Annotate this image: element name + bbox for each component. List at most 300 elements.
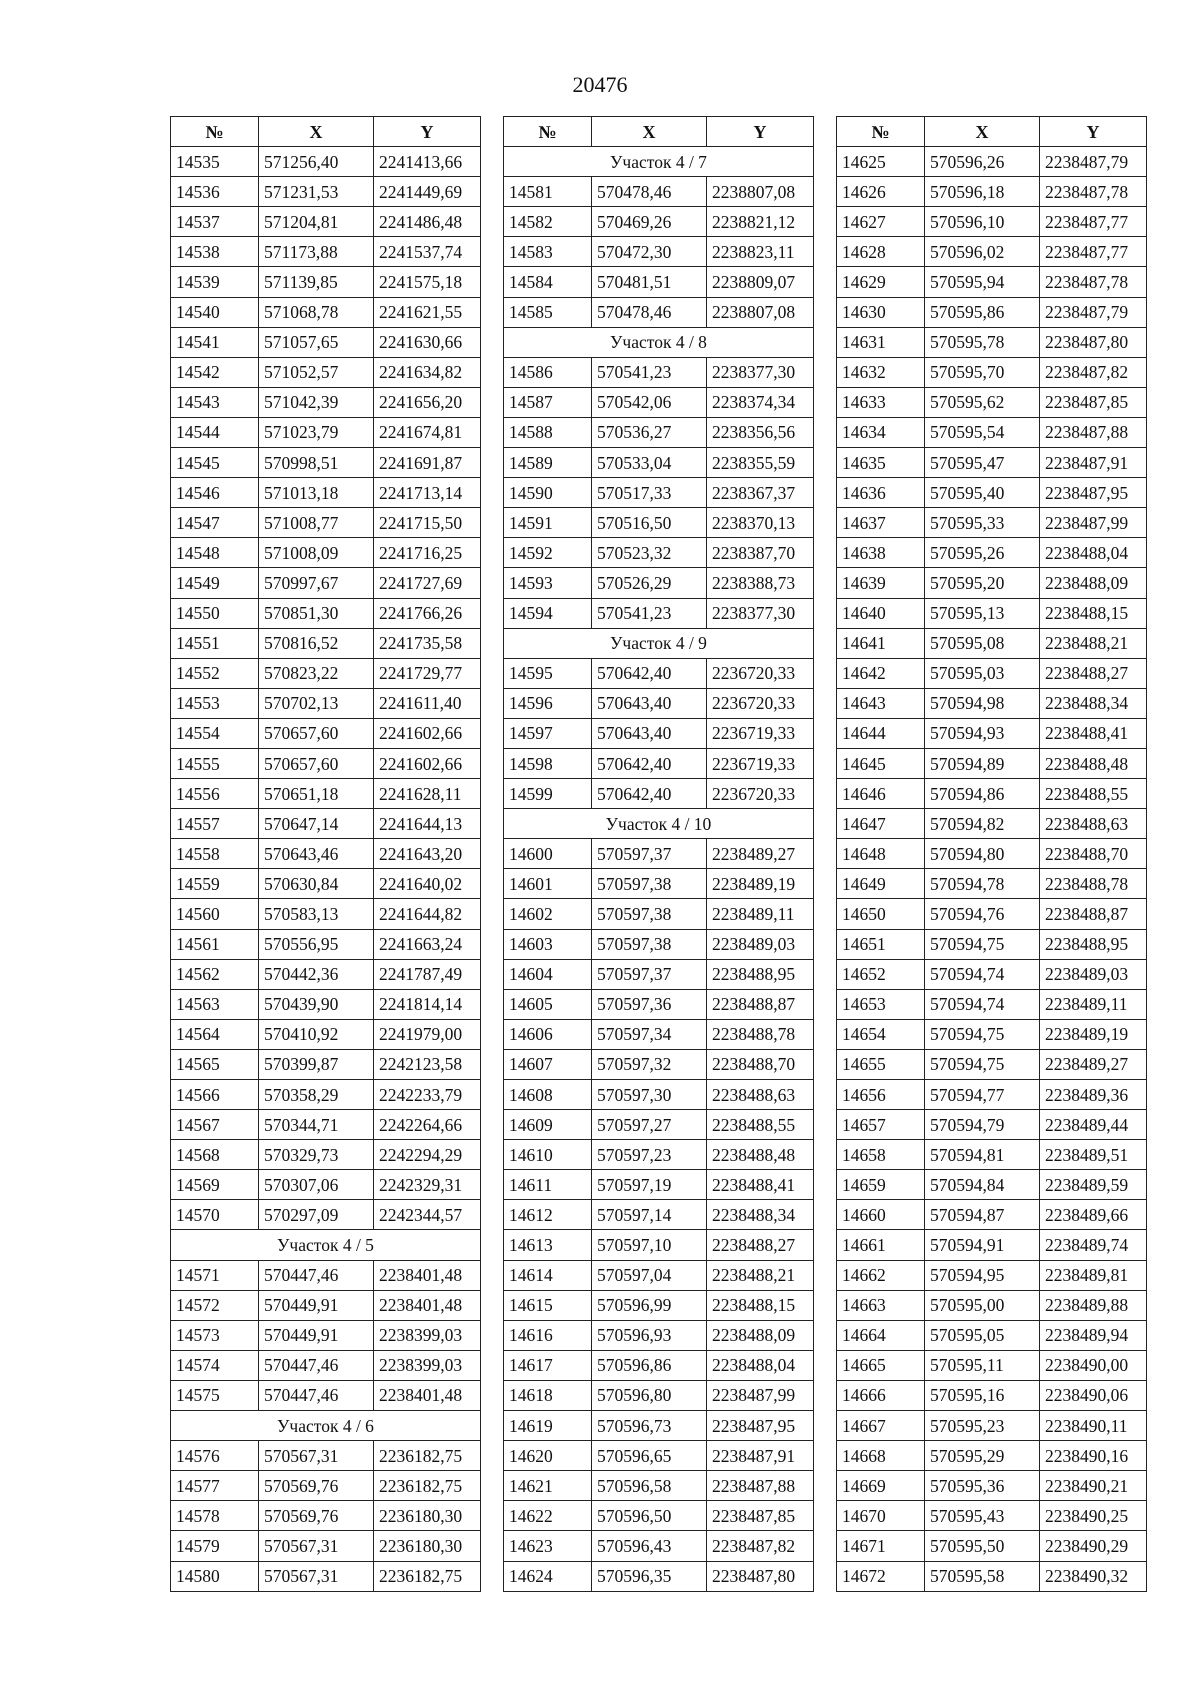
- x-coordinate-cell: 570595,78: [925, 327, 1040, 357]
- x-coordinate-cell: 570595,26: [925, 538, 1040, 568]
- x-coordinate-cell: 571008,09: [259, 538, 374, 568]
- x-coordinate-cell: 570595,70: [925, 357, 1040, 387]
- y-coordinate-cell: 2241716,25: [374, 538, 481, 568]
- x-coordinate-cell: 570447,46: [259, 1260, 374, 1290]
- y-coordinate-cell: 2238399,03: [374, 1350, 481, 1380]
- table-row: [504, 598, 814, 628]
- y-coordinate-cell: 2241602,66: [374, 718, 481, 748]
- column-header-number: №: [504, 117, 592, 147]
- table-row: [504, 1501, 814, 1531]
- table-row: [171, 1501, 481, 1531]
- section-title: Участок 4 / 5: [171, 1230, 481, 1260]
- x-coordinate-cell: 570472,30: [592, 237, 707, 267]
- y-coordinate-cell: 2238487,85: [707, 1501, 814, 1531]
- x-coordinate-cell: 570594,87: [925, 1200, 1040, 1230]
- table-header-row: [171, 117, 481, 147]
- y-coordinate-cell: 2238488,78: [1040, 869, 1147, 899]
- y-coordinate-cell: 2238377,30: [707, 357, 814, 387]
- y-coordinate-cell: 2238488,34: [1040, 688, 1147, 718]
- y-coordinate-cell: 2238355,59: [707, 448, 814, 478]
- x-coordinate-cell: 570651,18: [259, 779, 374, 809]
- y-coordinate-cell: 2238488,70: [707, 1049, 814, 1079]
- y-coordinate-cell: 2241814,14: [374, 989, 481, 1019]
- y-coordinate-cell: 2238370,13: [707, 508, 814, 538]
- point-number-cell: 14589: [504, 448, 592, 478]
- y-coordinate-cell: 2238489,03: [707, 929, 814, 959]
- y-coordinate-cell: 2238367,37: [707, 478, 814, 508]
- x-coordinate-cell: 570567,31: [259, 1441, 374, 1471]
- x-coordinate-cell: 570594,98: [925, 688, 1040, 718]
- point-number-cell: 14570: [171, 1200, 259, 1230]
- y-coordinate-cell: 2238487,80: [1040, 327, 1147, 357]
- x-coordinate-cell: 570647,14: [259, 809, 374, 839]
- x-coordinate-cell: 570469,26: [592, 207, 707, 237]
- y-coordinate-cell: 2238488,63: [707, 1080, 814, 1110]
- table-row: [837, 1441, 1147, 1471]
- point-number-cell: 14627: [837, 207, 925, 237]
- x-coordinate-cell: 570569,76: [259, 1471, 374, 1501]
- x-coordinate-cell: 570595,29: [925, 1441, 1040, 1471]
- x-coordinate-cell: 570851,30: [259, 598, 374, 628]
- x-coordinate-cell: 570526,29: [592, 568, 707, 598]
- point-number-cell: 14569: [171, 1170, 259, 1200]
- table-row: [171, 1380, 481, 1410]
- point-number-cell: 14584: [504, 267, 592, 297]
- point-number-cell: 14599: [504, 779, 592, 809]
- point-number-cell: 14556: [171, 779, 259, 809]
- table-row: [171, 1019, 481, 1049]
- point-number-cell: 14593: [504, 568, 592, 598]
- table-row: [171, 448, 481, 478]
- y-coordinate-cell: 2241766,26: [374, 598, 481, 628]
- y-coordinate-cell: 2238488,15: [1040, 598, 1147, 628]
- point-number-cell: 14617: [504, 1350, 592, 1380]
- y-coordinate-cell: 2238489,66: [1040, 1200, 1147, 1230]
- table-row: [837, 237, 1147, 267]
- section-title: Участок 4 / 10: [504, 809, 814, 839]
- x-coordinate-cell: 570567,31: [259, 1561, 374, 1591]
- x-coordinate-cell: 570595,86: [925, 297, 1040, 327]
- x-coordinate-cell: 570595,33: [925, 508, 1040, 538]
- column-header-y: Y: [707, 117, 814, 147]
- y-coordinate-cell: 2238490,06: [1040, 1380, 1147, 1410]
- x-coordinate-cell: 570594,75: [925, 1049, 1040, 1079]
- y-coordinate-cell: 2238488,55: [707, 1110, 814, 1140]
- x-coordinate-cell: 570816,52: [259, 628, 374, 658]
- x-coordinate-cell: 570595,16: [925, 1380, 1040, 1410]
- point-number-cell: 14618: [504, 1380, 592, 1410]
- table-row: [171, 1441, 481, 1471]
- x-coordinate-cell: 570567,31: [259, 1531, 374, 1561]
- point-number-cell: 14623: [504, 1531, 592, 1561]
- point-number-cell: 14658: [837, 1140, 925, 1170]
- x-coordinate-cell: 570597,38: [592, 869, 707, 899]
- point-number-cell: 14630: [837, 297, 925, 327]
- y-coordinate-cell: 2238488,27: [707, 1230, 814, 1260]
- table-row: [837, 147, 1147, 177]
- table-row: [837, 899, 1147, 929]
- y-coordinate-cell: 2236180,30: [374, 1531, 481, 1561]
- table-row: [837, 1110, 1147, 1140]
- x-coordinate-cell: 570594,75: [925, 929, 1040, 959]
- point-number-cell: 14625: [837, 147, 925, 177]
- x-coordinate-cell: 570478,46: [592, 177, 707, 207]
- x-coordinate-cell: 570595,36: [925, 1471, 1040, 1501]
- table-row: [837, 658, 1147, 688]
- table-row: [837, 688, 1147, 718]
- table-row: [837, 387, 1147, 417]
- table-row: [837, 959, 1147, 989]
- x-coordinate-cell: 571057,65: [259, 327, 374, 357]
- x-coordinate-cell: 570517,33: [592, 478, 707, 508]
- x-coordinate-cell: 570569,76: [259, 1501, 374, 1531]
- y-coordinate-cell: 2238489,03: [1040, 959, 1147, 989]
- coordinates-table: [836, 116, 1147, 1592]
- section-row: [171, 1230, 481, 1260]
- point-number-cell: 14640: [837, 598, 925, 628]
- table-row: [504, 1471, 814, 1501]
- table-row: [837, 1200, 1147, 1230]
- table-row: [171, 1531, 481, 1561]
- table-row: [504, 1380, 814, 1410]
- x-coordinate-cell: 570597,37: [592, 839, 707, 869]
- point-number-cell: 14598: [504, 748, 592, 778]
- y-coordinate-cell: 2241643,20: [374, 839, 481, 869]
- table-row: [837, 508, 1147, 538]
- table-row: [504, 508, 814, 538]
- table-row: [171, 1320, 481, 1350]
- page-number: 20476: [572, 72, 628, 97]
- x-coordinate-cell: 570642,40: [592, 748, 707, 778]
- y-coordinate-cell: 2238487,80: [707, 1561, 814, 1591]
- coordinates-table: [170, 116, 481, 1592]
- table-row: [837, 1170, 1147, 1200]
- x-coordinate-cell: 570596,18: [925, 177, 1040, 207]
- x-coordinate-cell: 571231,53: [259, 177, 374, 207]
- point-number-cell: 14538: [171, 237, 259, 267]
- point-number-cell: 14615: [504, 1290, 592, 1320]
- y-coordinate-cell: 2238401,48: [374, 1380, 481, 1410]
- table-row: [171, 779, 481, 809]
- table-row: [837, 327, 1147, 357]
- table-row: [504, 417, 814, 447]
- point-number-cell: 14604: [504, 959, 592, 989]
- x-coordinate-cell: 570329,73: [259, 1140, 374, 1170]
- x-coordinate-cell: 570597,36: [592, 989, 707, 1019]
- x-coordinate-cell: 570447,46: [259, 1380, 374, 1410]
- y-coordinate-cell: 2238489,11: [1040, 989, 1147, 1019]
- point-number-cell: 14558: [171, 839, 259, 869]
- column-header-x: X: [925, 117, 1040, 147]
- point-number-cell: 14656: [837, 1080, 925, 1110]
- y-coordinate-cell: 2238487,79: [1040, 147, 1147, 177]
- x-coordinate-cell: 570595,47: [925, 448, 1040, 478]
- x-coordinate-cell: 571052,57: [259, 357, 374, 387]
- table-row: [837, 628, 1147, 658]
- y-coordinate-cell: 2241449,69: [374, 177, 481, 207]
- point-number-cell: 14641: [837, 628, 925, 658]
- point-number-cell: 14646: [837, 779, 925, 809]
- table-row: [504, 1110, 814, 1140]
- table-row: [171, 1080, 481, 1110]
- x-coordinate-cell: 570595,43: [925, 1501, 1040, 1531]
- table-row: [837, 1140, 1147, 1170]
- column-header-x: X: [259, 117, 374, 147]
- x-coordinate-cell: 571256,40: [259, 147, 374, 177]
- point-number-cell: 14609: [504, 1110, 592, 1140]
- table-row: [504, 478, 814, 508]
- x-coordinate-cell: 570596,99: [592, 1290, 707, 1320]
- point-number-cell: 14638: [837, 538, 925, 568]
- point-number-cell: 14535: [171, 147, 259, 177]
- y-coordinate-cell: 2238487,85: [1040, 387, 1147, 417]
- point-number-cell: 14554: [171, 718, 259, 748]
- table-row: [837, 1411, 1147, 1441]
- x-coordinate-cell: 570594,84: [925, 1170, 1040, 1200]
- x-coordinate-cell: 570595,58: [925, 1561, 1040, 1591]
- y-coordinate-cell: 2241979,00: [374, 1019, 481, 1049]
- table-row: [837, 177, 1147, 207]
- y-coordinate-cell: 2236180,30: [374, 1501, 481, 1531]
- table-row: [504, 688, 814, 718]
- y-coordinate-cell: 2238488,70: [1040, 839, 1147, 869]
- x-coordinate-cell: 571173,88: [259, 237, 374, 267]
- x-coordinate-cell: 571204,81: [259, 207, 374, 237]
- point-number-cell: 14642: [837, 658, 925, 688]
- y-coordinate-cell: 2238487,91: [707, 1441, 814, 1471]
- y-coordinate-cell: 2238490,00: [1040, 1350, 1147, 1380]
- x-coordinate-cell: 570595,11: [925, 1350, 1040, 1380]
- point-number-cell: 14666: [837, 1380, 925, 1410]
- table-row: [504, 1230, 814, 1260]
- column-header-number: №: [837, 117, 925, 147]
- x-coordinate-cell: 570541,23: [592, 357, 707, 387]
- point-number-cell: 14536: [171, 177, 259, 207]
- point-number-cell: 14624: [504, 1561, 592, 1591]
- table-row: [504, 1320, 814, 1350]
- x-coordinate-cell: 570596,35: [592, 1561, 707, 1591]
- x-coordinate-cell: 570597,27: [592, 1110, 707, 1140]
- point-number-cell: 14588: [504, 417, 592, 447]
- table-row: [171, 357, 481, 387]
- y-coordinate-cell: 2241621,55: [374, 297, 481, 327]
- x-coordinate-cell: 571042,39: [259, 387, 374, 417]
- point-number-cell: 14634: [837, 417, 925, 447]
- point-number-cell: 14651: [837, 929, 925, 959]
- table-row: [171, 1200, 481, 1230]
- y-coordinate-cell: 2238809,07: [707, 267, 814, 297]
- y-coordinate-cell: 2238488,95: [1040, 929, 1147, 959]
- point-number-cell: 14622: [504, 1501, 592, 1531]
- point-number-cell: 14635: [837, 448, 925, 478]
- y-coordinate-cell: 2241630,66: [374, 327, 481, 357]
- table-row: [504, 1080, 814, 1110]
- point-number-cell: 14616: [504, 1320, 592, 1350]
- table-row: [171, 1350, 481, 1380]
- section-row: [504, 809, 814, 839]
- x-coordinate-cell: 570442,36: [259, 959, 374, 989]
- table-row: [837, 1290, 1147, 1320]
- section-row: [504, 327, 814, 357]
- table-row: [171, 1170, 481, 1200]
- point-number-cell: 14619: [504, 1411, 592, 1441]
- x-coordinate-cell: 570594,79: [925, 1110, 1040, 1140]
- x-coordinate-cell: 570642,40: [592, 658, 707, 688]
- section-title: Участок 4 / 9: [504, 628, 814, 658]
- y-coordinate-cell: 2241640,02: [374, 869, 481, 899]
- point-number-cell: 14587: [504, 387, 592, 417]
- table-row: [837, 1320, 1147, 1350]
- x-coordinate-cell: 570596,65: [592, 1441, 707, 1471]
- point-number-cell: 14637: [837, 508, 925, 538]
- x-coordinate-cell: 570596,02: [925, 237, 1040, 267]
- x-coordinate-cell: 570344,71: [259, 1110, 374, 1140]
- table-row: [837, 267, 1147, 297]
- table-row: [171, 899, 481, 929]
- y-coordinate-cell: 2238488,41: [1040, 718, 1147, 748]
- x-coordinate-cell: 570597,19: [592, 1170, 707, 1200]
- table-row: [171, 809, 481, 839]
- point-number-cell: 14567: [171, 1110, 259, 1140]
- table-row: [837, 1501, 1147, 1531]
- y-coordinate-cell: 2241674,81: [374, 417, 481, 447]
- table-row: [837, 869, 1147, 899]
- point-number-cell: 14600: [504, 839, 592, 869]
- point-number-cell: 14574: [171, 1350, 259, 1380]
- y-coordinate-cell: 2241713,14: [374, 478, 481, 508]
- point-number-cell: 14550: [171, 598, 259, 628]
- x-coordinate-cell: 570596,93: [592, 1320, 707, 1350]
- table-row: [171, 417, 481, 447]
- column-header-number: №: [171, 117, 259, 147]
- point-number-cell: 14626: [837, 177, 925, 207]
- x-coordinate-cell: 570657,60: [259, 748, 374, 778]
- point-number-cell: 14573: [171, 1320, 259, 1350]
- table-row: [504, 357, 814, 387]
- table-row: [837, 1350, 1147, 1380]
- point-number-cell: 14613: [504, 1230, 592, 1260]
- y-coordinate-cell: 2238489,27: [1040, 1049, 1147, 1079]
- point-number-cell: 14590: [504, 478, 592, 508]
- x-coordinate-cell: 570358,29: [259, 1080, 374, 1110]
- table-row: [171, 1260, 481, 1290]
- point-number-cell: 14565: [171, 1049, 259, 1079]
- point-number-cell: 14581: [504, 177, 592, 207]
- y-coordinate-cell: 2238487,99: [707, 1380, 814, 1410]
- point-number-cell: 14629: [837, 267, 925, 297]
- table-row: [837, 929, 1147, 959]
- table-row: [504, 1019, 814, 1049]
- y-coordinate-cell: 2238488,55: [1040, 779, 1147, 809]
- table-row: [171, 1561, 481, 1591]
- point-number-cell: 14568: [171, 1140, 259, 1170]
- y-coordinate-cell: 2241663,24: [374, 929, 481, 959]
- y-coordinate-cell: 2236720,33: [707, 688, 814, 718]
- x-coordinate-cell: 570541,23: [592, 598, 707, 628]
- x-coordinate-cell: 570642,40: [592, 779, 707, 809]
- x-coordinate-cell: 570594,89: [925, 748, 1040, 778]
- point-number-cell: 14601: [504, 869, 592, 899]
- point-number-cell: 14543: [171, 387, 259, 417]
- x-coordinate-cell: 570596,10: [925, 207, 1040, 237]
- x-coordinate-cell: 570597,38: [592, 929, 707, 959]
- point-number-cell: 14585: [504, 297, 592, 327]
- column-header-y: Y: [374, 117, 481, 147]
- y-coordinate-cell: 2238356,56: [707, 417, 814, 447]
- y-coordinate-cell: 2238489,59: [1040, 1170, 1147, 1200]
- y-coordinate-cell: 2238490,21: [1040, 1471, 1147, 1501]
- x-coordinate-cell: 570410,92: [259, 1019, 374, 1049]
- point-number-cell: 14551: [171, 628, 259, 658]
- point-number-cell: 14561: [171, 929, 259, 959]
- y-coordinate-cell: 2238489,74: [1040, 1230, 1147, 1260]
- table-row: [504, 1290, 814, 1320]
- point-number-cell: 14608: [504, 1080, 592, 1110]
- point-number-cell: 14665: [837, 1350, 925, 1380]
- x-coordinate-cell: 570595,62: [925, 387, 1040, 417]
- y-coordinate-cell: 2238487,78: [1040, 177, 1147, 207]
- x-coordinate-cell: 570449,91: [259, 1320, 374, 1350]
- x-coordinate-cell: 570594,78: [925, 869, 1040, 899]
- table-row: [837, 1049, 1147, 1079]
- table-row: [837, 448, 1147, 478]
- table-row: [504, 779, 814, 809]
- y-coordinate-cell: 2238487,78: [1040, 267, 1147, 297]
- y-coordinate-cell: 2238488,48: [1040, 748, 1147, 778]
- x-coordinate-cell: 570998,51: [259, 448, 374, 478]
- point-number-cell: 14663: [837, 1290, 925, 1320]
- point-number-cell: 14572: [171, 1290, 259, 1320]
- y-coordinate-cell: 2238487,88: [1040, 417, 1147, 447]
- point-number-cell: 14537: [171, 207, 259, 237]
- y-coordinate-cell: 2236182,75: [374, 1561, 481, 1591]
- section-title: Участок 4 / 7: [504, 147, 814, 177]
- y-coordinate-cell: 2238488,09: [1040, 568, 1147, 598]
- y-coordinate-cell: 2238487,77: [1040, 237, 1147, 267]
- y-coordinate-cell: 2238488,48: [707, 1140, 814, 1170]
- y-coordinate-cell: 2238387,70: [707, 538, 814, 568]
- x-coordinate-cell: 570594,80: [925, 839, 1040, 869]
- table-row: [504, 748, 814, 778]
- y-coordinate-cell: 2241735,58: [374, 628, 481, 658]
- x-coordinate-cell: 570597,10: [592, 1230, 707, 1260]
- y-coordinate-cell: 2238488,04: [1040, 538, 1147, 568]
- table-row: [171, 688, 481, 718]
- table-row: [171, 1290, 481, 1320]
- table-row: [837, 1380, 1147, 1410]
- table-row: [504, 839, 814, 869]
- table-row: [171, 839, 481, 869]
- x-coordinate-cell: 570643,46: [259, 839, 374, 869]
- point-number-cell: 14649: [837, 869, 925, 899]
- table-row: [504, 207, 814, 237]
- table-row: [171, 1140, 481, 1170]
- table-row: [171, 297, 481, 327]
- point-number-cell: 14659: [837, 1170, 925, 1200]
- y-coordinate-cell: 2238821,12: [707, 207, 814, 237]
- point-number-cell: 14667: [837, 1411, 925, 1441]
- x-coordinate-cell: 570594,76: [925, 899, 1040, 929]
- x-coordinate-cell: 570556,95: [259, 929, 374, 959]
- table-row: [837, 1019, 1147, 1049]
- y-coordinate-cell: 2241715,50: [374, 508, 481, 538]
- x-coordinate-cell: 570596,26: [925, 147, 1040, 177]
- y-coordinate-cell: 2238488,87: [707, 989, 814, 1019]
- x-coordinate-cell: 570597,04: [592, 1260, 707, 1290]
- x-coordinate-cell: 571008,77: [259, 508, 374, 538]
- x-coordinate-cell: 571068,78: [259, 297, 374, 327]
- x-coordinate-cell: 570597,34: [592, 1019, 707, 1049]
